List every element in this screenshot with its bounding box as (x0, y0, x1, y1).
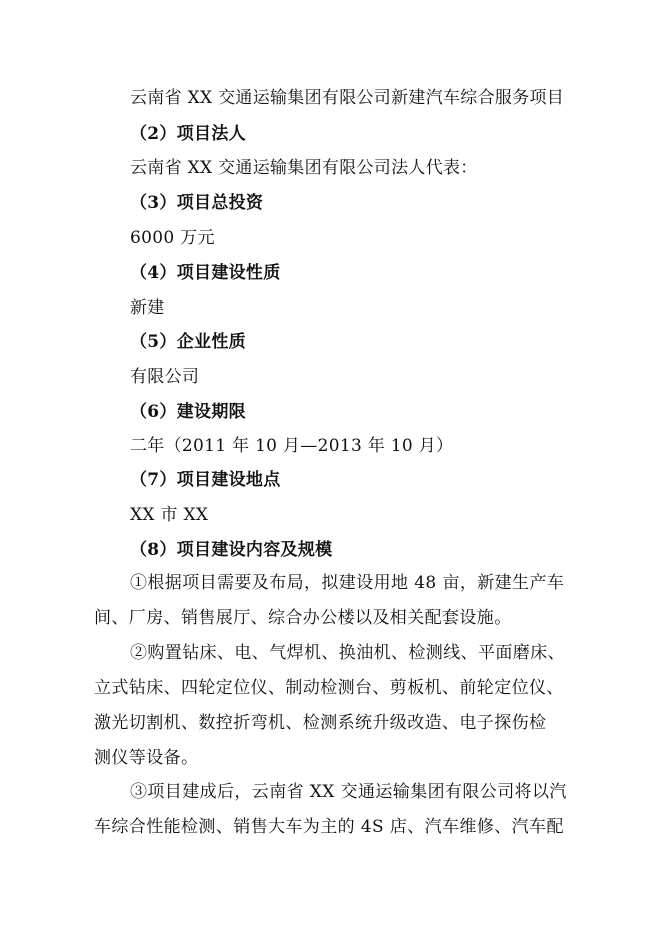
paragraph-line: 车综合性能检测、销售大车为主的 4S 店、汽车维修、汽车配 (94, 817, 564, 837)
heading-total-investment: （3）项目总投资 (130, 193, 264, 213)
paragraph-land-and-buildings (94, 566, 572, 636)
paragraph-line: ①根据项目需要及布局，拟建设用地 48 亩，新建生产车 (130, 573, 565, 593)
heading-construction-scale: （8）项目建设内容及规模 (130, 540, 333, 560)
paragraph-line: 立式钻床、四轮定位仪、制动检测台、剪板机、前轮定位仪、 (94, 678, 564, 698)
heading-enterprise-nature: （5）企业性质 (130, 332, 246, 352)
paragraph-line: 激光切割机、数控折弯机、检测系统升级改造、电子探伤检 (94, 713, 547, 733)
paragraph-equipment (94, 636, 572, 776)
project-name-line: 云南省 XX 交通运输集团有限公司新建汽车综合服务项目 (130, 88, 565, 108)
heading-construction-nature: （4）项目建设性质 (130, 263, 281, 283)
construction-period-line: 二年（2011 年 10 月—2013 年 10 月） (130, 436, 454, 456)
heading-construction-site: （7）项目建设地点 (130, 470, 281, 490)
paragraph-line: ②购置钻床、电、气焊机、换油机、检测线、平面磨床、 (130, 643, 565, 663)
paragraph-line: ③项目建成后，云南省 XX 交通运输集团有限公司将以汽 (130, 782, 567, 802)
enterprise-nature-line: 有限公司 (130, 367, 200, 387)
heading-legal-person: （2）项目法人 (130, 124, 246, 144)
paragraph-line: 测仪等设备。 (94, 748, 199, 768)
construction-site-line: XX 市 XX (130, 505, 209, 525)
paragraph-operations (94, 775, 572, 845)
total-investment-line: 6000 万元 (130, 228, 215, 248)
heading-construction-period: （6）建设期限 (130, 402, 246, 422)
paragraph-line: 间、厂房、销售展厅、综合办公楼以及相关配套设施。 (94, 608, 512, 628)
legal-person-line: 云南省 XX 交通运输集团有限公司法人代表： (130, 158, 478, 178)
construction-nature-line: 新建 (130, 298, 165, 318)
